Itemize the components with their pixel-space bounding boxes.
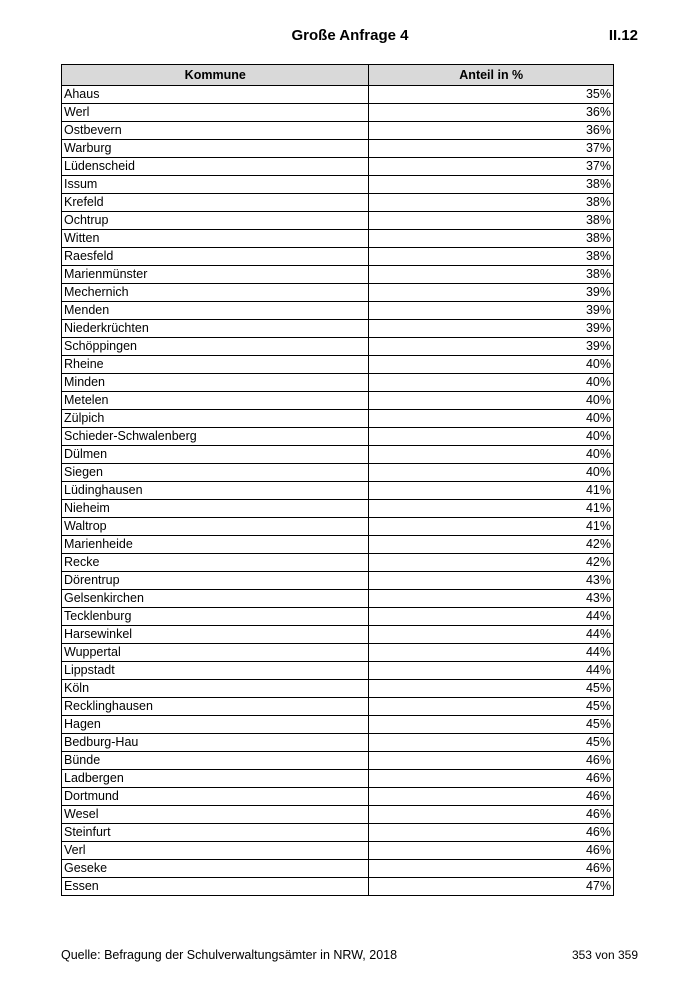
- kommune-cell: Harsewinkel: [62, 626, 369, 644]
- table-row: [62, 608, 614, 626]
- table-row: [62, 734, 614, 752]
- anteil-cell: 46%: [369, 770, 614, 788]
- table-row: [62, 554, 614, 572]
- table-row: [62, 680, 614, 698]
- kommune-cell: Niederkrüchten: [62, 320, 369, 338]
- anteil-cell: 45%: [369, 734, 614, 752]
- anteil-cell: 37%: [369, 158, 614, 176]
- anteil-cell: 39%: [369, 302, 614, 320]
- kommune-cell: Mechernich: [62, 284, 369, 302]
- table-row: [62, 878, 614, 896]
- anteil-cell: 39%: [369, 284, 614, 302]
- kommune-cell: Raesfeld: [62, 248, 369, 266]
- anteil-cell: 44%: [369, 608, 614, 626]
- kommune-cell: Witten: [62, 230, 369, 248]
- kommune-cell: Wesel: [62, 806, 369, 824]
- anteil-cell: 39%: [369, 320, 614, 338]
- kommune-cell: Rheine: [62, 356, 369, 374]
- kommune-cell: Waltrop: [62, 518, 369, 536]
- anteil-cell: 45%: [369, 680, 614, 698]
- kommune-cell: Bünde: [62, 752, 369, 770]
- table-row: [62, 590, 614, 608]
- kommune-cell: Schöppingen: [62, 338, 369, 356]
- kommune-cell: Wuppertal: [62, 644, 369, 662]
- table-row: [62, 770, 614, 788]
- table-row: [62, 572, 614, 590]
- source-note: Quelle: Befragung der Schulverwaltungsämter in NRW, 2018: [61, 948, 398, 962]
- section-number: II.12: [608, 27, 638, 44]
- anteil-cell: 44%: [369, 662, 614, 680]
- kommune-cell: Dörentrup: [62, 572, 369, 590]
- kommune-cell: Geseke: [62, 860, 369, 878]
- anteil-cell: 38%: [369, 248, 614, 266]
- anteil-cell: 46%: [369, 788, 614, 806]
- kommune-cell: Zülpich: [62, 410, 369, 428]
- kommune-cell: Recklinghausen: [62, 698, 369, 716]
- table-row: [62, 86, 614, 104]
- table-row: [62, 230, 614, 248]
- table-row: [62, 482, 614, 500]
- kommune-cell: Ahaus: [62, 86, 369, 104]
- table-row: [62, 158, 614, 176]
- column-header-anteil: Anteil in %: [369, 65, 614, 86]
- kommune-cell: Tecklenburg: [62, 608, 369, 626]
- table-row: [62, 176, 614, 194]
- kommune-cell: Metelen: [62, 392, 369, 410]
- anteil-cell: 40%: [369, 446, 614, 464]
- anteil-cell: 44%: [369, 626, 614, 644]
- anteil-cell: 41%: [369, 482, 614, 500]
- table-header-row: [62, 65, 614, 86]
- page-title: Große Anfrage 4: [291, 27, 409, 44]
- table-row: [62, 410, 614, 428]
- table-row: [62, 320, 614, 338]
- table-row: [62, 842, 614, 860]
- table-row: [62, 662, 614, 680]
- table-row: [62, 446, 614, 464]
- kommune-cell: Steinfurt: [62, 824, 369, 842]
- table-row: [62, 644, 614, 662]
- table-row: [62, 392, 614, 410]
- table-row: [62, 248, 614, 266]
- table-row: [62, 860, 614, 878]
- kommune-cell: Hagen: [62, 716, 369, 734]
- kommune-cell: Issum: [62, 176, 369, 194]
- anteil-cell: 38%: [369, 212, 614, 230]
- table-row: [62, 122, 614, 140]
- kommune-cell: Krefeld: [62, 194, 369, 212]
- anteil-cell: 41%: [369, 500, 614, 518]
- kommune-cell: Minden: [62, 374, 369, 392]
- table-row: [62, 284, 614, 302]
- table-row: [62, 194, 614, 212]
- anteil-cell: 45%: [369, 716, 614, 734]
- table-row: [62, 266, 614, 284]
- anteil-cell: 44%: [369, 644, 614, 662]
- kommune-cell: Lüdinghausen: [62, 482, 369, 500]
- kommune-cell: Siegen: [62, 464, 369, 482]
- anteil-cell: 46%: [369, 860, 614, 878]
- anteil-cell: 38%: [369, 266, 614, 284]
- anteil-cell: 40%: [369, 356, 614, 374]
- anteil-cell: 42%: [369, 536, 614, 554]
- anteil-cell: 35%: [369, 86, 614, 104]
- table-row: [62, 104, 614, 122]
- kommune-cell: Gelsenkirchen: [62, 590, 369, 608]
- table-row: [62, 824, 614, 842]
- kommune-cell: Recke: [62, 554, 369, 572]
- kommune-cell: Ladbergen: [62, 770, 369, 788]
- table-row: [62, 302, 614, 320]
- kommune-cell: Nieheim: [62, 500, 369, 518]
- table-row: [62, 356, 614, 374]
- table-row: [62, 752, 614, 770]
- anteil-cell: 46%: [369, 842, 614, 860]
- anteil-cell: 38%: [369, 194, 614, 212]
- table-row: [62, 806, 614, 824]
- anteil-cell: 45%: [369, 698, 614, 716]
- kommune-cell: Ochtrup: [62, 212, 369, 230]
- table-row: [62, 536, 614, 554]
- table-row: [62, 428, 614, 446]
- kommune-cell: Marienheide: [62, 536, 369, 554]
- data-table: [61, 64, 614, 896]
- table-row: [62, 698, 614, 716]
- kommune-cell: Marienmünster: [62, 266, 369, 284]
- anteil-cell: 40%: [369, 410, 614, 428]
- table-row: [62, 788, 614, 806]
- kommune-cell: Werl: [62, 104, 369, 122]
- kommune-cell: Dülmen: [62, 446, 369, 464]
- anteil-cell: 42%: [369, 554, 614, 572]
- kommune-cell: Lüdenscheid: [62, 158, 369, 176]
- kommune-cell: Köln: [62, 680, 369, 698]
- anteil-cell: 40%: [369, 428, 614, 446]
- anteil-cell: 43%: [369, 572, 614, 590]
- kommune-cell: Verl: [62, 842, 369, 860]
- kommune-cell: Warburg: [62, 140, 369, 158]
- kommune-cell: Ostbevern: [62, 122, 369, 140]
- table-row: [62, 518, 614, 536]
- table-row: [62, 500, 614, 518]
- table-row: [62, 212, 614, 230]
- anteil-cell: 46%: [369, 806, 614, 824]
- kommune-cell: Menden: [62, 302, 369, 320]
- table-row: [62, 140, 614, 158]
- anteil-cell: 40%: [369, 374, 614, 392]
- page-number: 353 von 359: [571, 948, 638, 962]
- kommune-cell: Essen: [62, 878, 369, 896]
- anteil-cell: 41%: [369, 518, 614, 536]
- table-row: [62, 626, 614, 644]
- table-body: [62, 86, 614, 896]
- anteil-cell: 36%: [369, 122, 614, 140]
- table-row: [62, 338, 614, 356]
- anteil-cell: 37%: [369, 140, 614, 158]
- kommune-cell: Dortmund: [62, 788, 369, 806]
- table-row: [62, 374, 614, 392]
- anteil-cell: 38%: [369, 176, 614, 194]
- anteil-cell: 47%: [369, 878, 614, 896]
- kommune-cell: Schieder-Schwalenberg: [62, 428, 369, 446]
- anteil-cell: 39%: [369, 338, 614, 356]
- anteil-cell: 38%: [369, 230, 614, 248]
- anteil-cell: 40%: [369, 464, 614, 482]
- anteil-cell: 46%: [369, 752, 614, 770]
- kommune-cell: Bedburg-Hau: [62, 734, 369, 752]
- table-row: [62, 716, 614, 734]
- anteil-cell: 36%: [369, 104, 614, 122]
- anteil-cell: 40%: [369, 392, 614, 410]
- anteil-cell: 46%: [369, 824, 614, 842]
- table-row: [62, 464, 614, 482]
- column-header-kommune: Kommune: [62, 65, 369, 86]
- kommune-cell: Lippstadt: [62, 662, 369, 680]
- anteil-cell: 43%: [369, 590, 614, 608]
